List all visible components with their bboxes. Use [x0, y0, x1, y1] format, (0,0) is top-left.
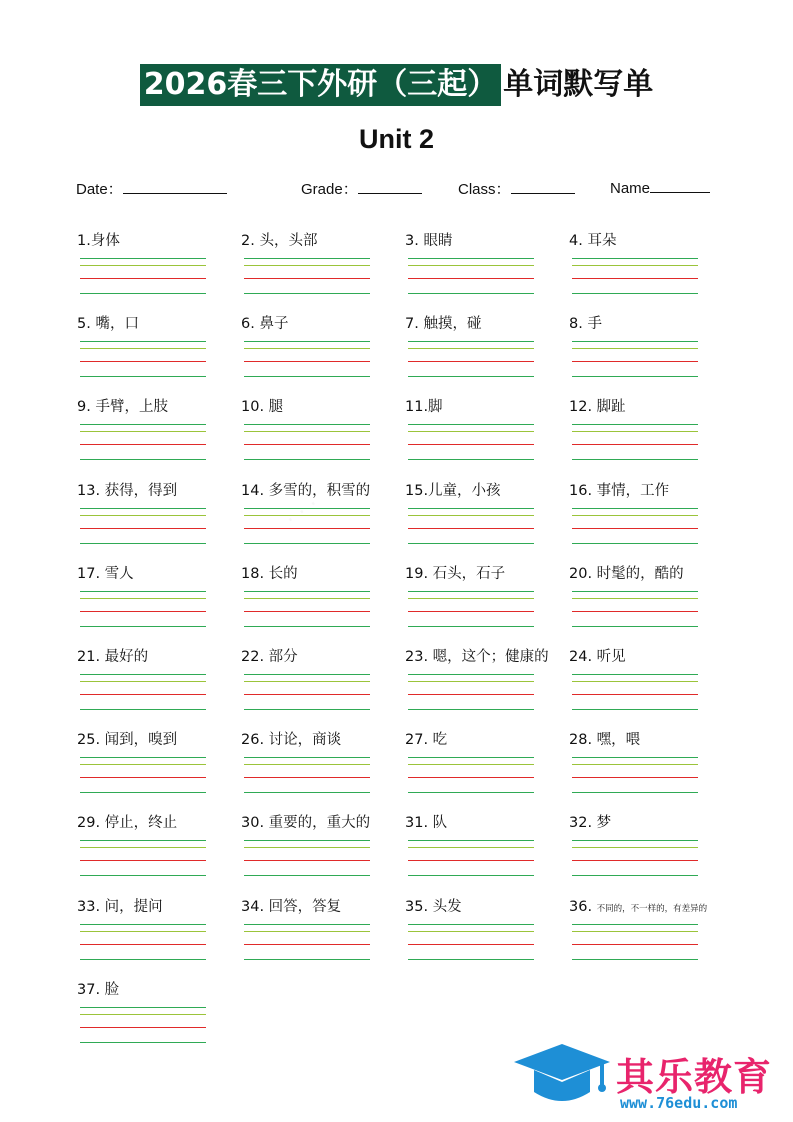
word-item	[77, 315, 241, 398]
writing-line	[244, 258, 370, 259]
writing-line	[244, 847, 370, 848]
writing-line	[244, 681, 370, 682]
writing-line	[80, 361, 206, 362]
writing-line	[572, 459, 698, 460]
writing-lines[interactable]	[80, 424, 206, 460]
watermark: · · ·	[280, 492, 324, 533]
writing-line	[80, 444, 206, 445]
writing-line	[408, 431, 534, 432]
writing-lines[interactable]	[80, 341, 206, 377]
writing-line	[244, 944, 370, 945]
writing-lines[interactable]	[572, 757, 698, 793]
writing-line	[244, 694, 370, 695]
writing-lines[interactable]	[80, 258, 206, 294]
writing-line	[572, 528, 698, 529]
writing-line	[572, 626, 698, 627]
writing-lines[interactable]	[80, 674, 206, 710]
writing-lines[interactable]	[572, 508, 698, 544]
writing-line	[244, 598, 370, 599]
word-prompt: 22. 部分	[241, 649, 298, 665]
writing-line	[572, 840, 698, 841]
writing-line	[80, 278, 206, 279]
title-highlight: 2026春三下外研（三起）	[140, 64, 502, 106]
writing-line	[408, 847, 534, 848]
writing-line	[408, 444, 534, 445]
writing-line	[408, 515, 534, 516]
writing-lines[interactable]	[244, 424, 370, 460]
word-prompt: 37. 脸	[77, 981, 120, 998]
word-prompt: 13. 获得，得到	[77, 482, 178, 499]
writing-line	[244, 278, 370, 279]
writing-line	[80, 1042, 206, 1043]
writing-line	[80, 792, 206, 793]
writing-lines[interactable]	[244, 924, 370, 960]
date-label: Date：	[76, 181, 123, 198]
writing-line	[408, 361, 534, 362]
writing-lines[interactable]	[572, 674, 698, 710]
word-prompt: 5. 嘴，口	[77, 316, 139, 333]
writing-line	[572, 709, 698, 710]
word-item	[569, 565, 733, 648]
word-item	[405, 648, 569, 731]
writing-line	[572, 348, 698, 349]
word-item	[77, 482, 241, 565]
writing-line	[80, 959, 206, 960]
writing-lines[interactable]	[408, 341, 534, 377]
writing-line	[244, 515, 370, 516]
word-item	[77, 398, 241, 481]
writing-line	[244, 626, 370, 627]
writing-line	[80, 508, 206, 509]
word-item	[77, 731, 241, 814]
writing-line	[244, 840, 370, 841]
writing-line	[408, 924, 534, 925]
writing-line	[244, 931, 370, 932]
writing-line	[80, 431, 206, 432]
word-text: 不同的，不一样的，有差异的	[596, 903, 708, 914]
writing-line	[244, 348, 370, 349]
word-prompt: 33. 问，提问	[77, 898, 163, 915]
word-prompt: 19. 石头，石子	[405, 565, 506, 582]
word-item	[77, 565, 241, 648]
writing-lines[interactable]	[244, 674, 370, 710]
writing-line	[408, 598, 534, 599]
writing-lines[interactable]	[244, 508, 370, 544]
word-item	[405, 315, 569, 398]
writing-lines[interactable]	[80, 591, 206, 627]
word-prompt: 34. 回答，答复	[241, 898, 342, 915]
writing-line	[408, 293, 534, 294]
writing-line	[572, 674, 698, 675]
word-prompt: 28. 嘿，喂	[569, 732, 641, 749]
writing-line	[572, 543, 698, 544]
writing-line	[244, 376, 370, 377]
writing-line	[572, 959, 698, 960]
word-prompt: 32. 梦	[569, 815, 612, 832]
writing-line	[572, 431, 698, 432]
writing-lines[interactable]	[80, 924, 206, 960]
word-item	[405, 482, 569, 565]
writing-line	[80, 924, 206, 925]
writing-line	[572, 924, 698, 925]
writing-line	[408, 611, 534, 612]
writing-line	[572, 792, 698, 793]
word-prompt: 30. 重要的，重大的	[241, 815, 371, 832]
writing-lines[interactable]	[408, 840, 534, 876]
writing-line	[80, 1014, 206, 1015]
writing-line	[244, 757, 370, 758]
writing-line	[80, 1027, 206, 1028]
word-item	[569, 232, 733, 315]
writing-line	[408, 258, 534, 259]
writing-line	[408, 860, 534, 861]
writing-line	[80, 931, 206, 932]
word-prompt: 8. 手	[569, 316, 602, 333]
writing-lines[interactable]	[572, 591, 698, 627]
word-item	[405, 898, 569, 981]
writing-lines[interactable]	[408, 424, 534, 460]
word-item	[77, 898, 241, 981]
brand-url: www.76edu.com	[620, 1094, 738, 1112]
writing-line	[244, 860, 370, 861]
writing-lines[interactable]	[572, 258, 698, 294]
writing-line	[408, 348, 534, 349]
writing-line	[244, 459, 370, 460]
word-item	[77, 648, 241, 731]
writing-lines[interactable]	[244, 840, 370, 876]
writing-line	[80, 459, 206, 460]
writing-line	[80, 543, 206, 544]
writing-line	[244, 265, 370, 266]
word-prompt: 17. 雪人	[77, 565, 134, 582]
word-prompt: 27. 吃	[405, 732, 448, 749]
writing-line	[80, 681, 206, 682]
word-prompt: 26. 讨论，商谈	[241, 732, 342, 749]
word-item	[77, 232, 241, 315]
word-prompt: 20. 时髦的，酷的	[569, 565, 684, 582]
word-prompt: 11.脚	[405, 399, 443, 416]
writing-line	[408, 875, 534, 876]
word-prompt: 16. 事情，工作	[569, 482, 670, 499]
writing-line	[80, 944, 206, 945]
writing-line	[572, 424, 698, 425]
name-label: Name	[610, 180, 651, 197]
writing-line	[244, 293, 370, 294]
writing-lines[interactable]	[408, 591, 534, 627]
writing-line	[572, 931, 698, 932]
writing-line	[408, 459, 534, 460]
writing-line	[80, 528, 206, 529]
writing-line	[572, 278, 698, 279]
writing-line	[408, 626, 534, 627]
writing-line	[244, 444, 370, 445]
word-prompt: 24. 听见	[569, 649, 626, 665]
writing-line	[408, 931, 534, 932]
writing-line	[80, 860, 206, 861]
writing-line	[80, 341, 206, 342]
word-item	[569, 482, 733, 565]
word-prompt: 10. 腿	[241, 399, 284, 416]
writing-lines[interactable]	[244, 258, 370, 294]
writing-line	[572, 361, 698, 362]
writing-line	[408, 508, 534, 509]
writing-line	[244, 591, 370, 592]
writing-line	[244, 875, 370, 876]
writing-line	[572, 944, 698, 945]
writing-line	[572, 694, 698, 695]
writing-lines[interactable]	[572, 924, 698, 960]
writing-line	[244, 508, 370, 509]
writing-line	[244, 431, 370, 432]
writing-line	[408, 694, 534, 695]
writing-line	[408, 777, 534, 778]
writing-line	[80, 757, 206, 758]
writing-line	[80, 1007, 206, 1008]
word-item	[569, 315, 733, 398]
writing-lines[interactable]	[408, 674, 534, 710]
writing-lines[interactable]	[80, 757, 206, 793]
writing-line	[80, 840, 206, 841]
writing-line	[572, 258, 698, 259]
word-item	[405, 565, 569, 648]
writing-line	[408, 709, 534, 710]
writing-line	[80, 674, 206, 675]
writing-line	[572, 515, 698, 516]
writing-line	[80, 777, 206, 778]
writing-line	[244, 361, 370, 362]
brand-name: 其乐教育	[616, 1055, 773, 1099]
writing-line	[408, 265, 534, 266]
writing-line	[572, 265, 698, 266]
writing-line	[408, 424, 534, 425]
word-prompt: 35. 头发	[405, 898, 462, 915]
writing-line	[408, 792, 534, 793]
writing-line	[244, 777, 370, 778]
writing-line	[80, 265, 206, 266]
word-prompt: 4. 耳朵	[569, 233, 617, 249]
word-item	[405, 731, 569, 814]
word-prompt: 15.儿童，小孩	[405, 482, 501, 499]
writing-line	[408, 944, 534, 945]
writing-line	[244, 528, 370, 529]
writing-line	[408, 674, 534, 675]
writing-line	[244, 924, 370, 925]
writing-line	[572, 611, 698, 612]
word-prompt: 25. 闻到，嗅到	[77, 732, 178, 749]
graduation-cap-icon	[510, 1038, 614, 1118]
writing-line	[80, 847, 206, 848]
writing-lines[interactable]	[572, 840, 698, 876]
word-prompt: 29. 停止，终止	[77, 815, 178, 832]
writing-lines[interactable]	[244, 341, 370, 377]
word-item	[241, 731, 405, 814]
word-item	[241, 482, 405, 565]
writing-line	[408, 764, 534, 765]
word-prompt: 6. 鼻子	[241, 316, 289, 333]
writing-line	[80, 626, 206, 627]
writing-line	[572, 591, 698, 592]
writing-line	[244, 543, 370, 544]
word-prompt: 21. 最好的	[77, 649, 149, 665]
writing-line	[244, 674, 370, 675]
brand-logo	[510, 1038, 790, 1118]
word-item	[77, 814, 241, 897]
writing-line	[80, 694, 206, 695]
writing-line	[244, 764, 370, 765]
writing-line	[408, 278, 534, 279]
word-item	[241, 565, 405, 648]
writing-line	[244, 611, 370, 612]
unit-heading: Unit 2	[358, 124, 434, 154]
writing-line	[408, 681, 534, 682]
writing-line	[80, 424, 206, 425]
writing-line	[572, 598, 698, 599]
writing-line	[80, 376, 206, 377]
writing-line	[80, 348, 206, 349]
word-prompt: 9. 手臂，上肢	[77, 399, 168, 416]
writing-line	[408, 376, 534, 377]
writing-line	[80, 611, 206, 612]
word-prompt: 7. 触摸，碰	[405, 316, 482, 333]
writing-line	[572, 341, 698, 342]
word-number: 36.	[569, 898, 597, 915]
writing-line	[572, 764, 698, 765]
word-item	[569, 398, 733, 481]
writing-line	[244, 792, 370, 793]
word-item	[77, 981, 241, 1064]
word-prompt: 12. 脚趾	[569, 399, 626, 416]
word-item	[241, 398, 405, 481]
writing-line	[572, 860, 698, 861]
writing-lines[interactable]	[572, 424, 698, 460]
writing-line	[80, 293, 206, 294]
writing-lines[interactable]	[408, 258, 534, 294]
writing-line	[244, 709, 370, 710]
writing-line	[572, 293, 698, 294]
writing-line	[408, 543, 534, 544]
writing-line	[80, 709, 206, 710]
word-prompt: 23. 嗯，这个；健康的	[405, 649, 549, 665]
writing-line	[572, 376, 698, 377]
writing-line	[80, 875, 206, 876]
writing-line	[572, 777, 698, 778]
writing-lines[interactable]	[408, 757, 534, 793]
writing-lines[interactable]	[244, 591, 370, 627]
word-prompt: 2. 头，头部	[241, 233, 318, 249]
writing-line	[80, 764, 206, 765]
writing-lines[interactable]	[80, 840, 206, 876]
writing-line	[408, 341, 534, 342]
writing-line	[244, 341, 370, 342]
writing-lines[interactable]	[244, 757, 370, 793]
writing-line	[572, 875, 698, 876]
word-item	[241, 814, 405, 897]
writing-lines[interactable]	[408, 924, 534, 960]
word-prompt: 31. 队	[405, 815, 448, 832]
writing-line	[408, 591, 534, 592]
writing-lines[interactable]	[408, 508, 534, 544]
word-item	[405, 814, 569, 897]
word-item	[569, 648, 733, 731]
writing-line	[572, 508, 698, 509]
word-item	[241, 315, 405, 398]
word-item	[405, 232, 569, 315]
word-item	[241, 232, 405, 315]
class-label: Class：	[458, 181, 511, 198]
word-item	[569, 731, 733, 814]
word-item	[405, 398, 569, 481]
word-prompt: 14. 多雪的，积雪的	[241, 482, 371, 499]
word-item	[241, 898, 405, 981]
writing-line	[572, 681, 698, 682]
writing-line	[80, 598, 206, 599]
writing-line	[80, 515, 206, 516]
writing-line	[244, 424, 370, 425]
writing-lines[interactable]	[572, 341, 698, 377]
word-prompt: 1.身体	[77, 233, 120, 249]
writing-lines[interactable]	[80, 508, 206, 544]
writing-line	[572, 444, 698, 445]
word-prompt: 3. 眼睛	[405, 233, 453, 249]
writing-line	[408, 757, 534, 758]
word-item	[569, 814, 733, 897]
writing-line	[408, 840, 534, 841]
writing-lines[interactable]	[80, 1007, 206, 1043]
word-item	[241, 648, 405, 731]
writing-line	[80, 591, 206, 592]
writing-line	[80, 258, 206, 259]
word-item	[569, 898, 733, 981]
writing-line	[408, 959, 534, 960]
writing-line	[572, 847, 698, 848]
grade-label: Grade：	[301, 181, 358, 198]
writing-line	[408, 528, 534, 529]
word-prompt	[569, 898, 707, 918]
writing-line	[244, 959, 370, 960]
writing-line	[572, 757, 698, 758]
word-prompt: 18. 长的	[241, 565, 298, 582]
title-rest: 单词默写单	[503, 67, 654, 102]
